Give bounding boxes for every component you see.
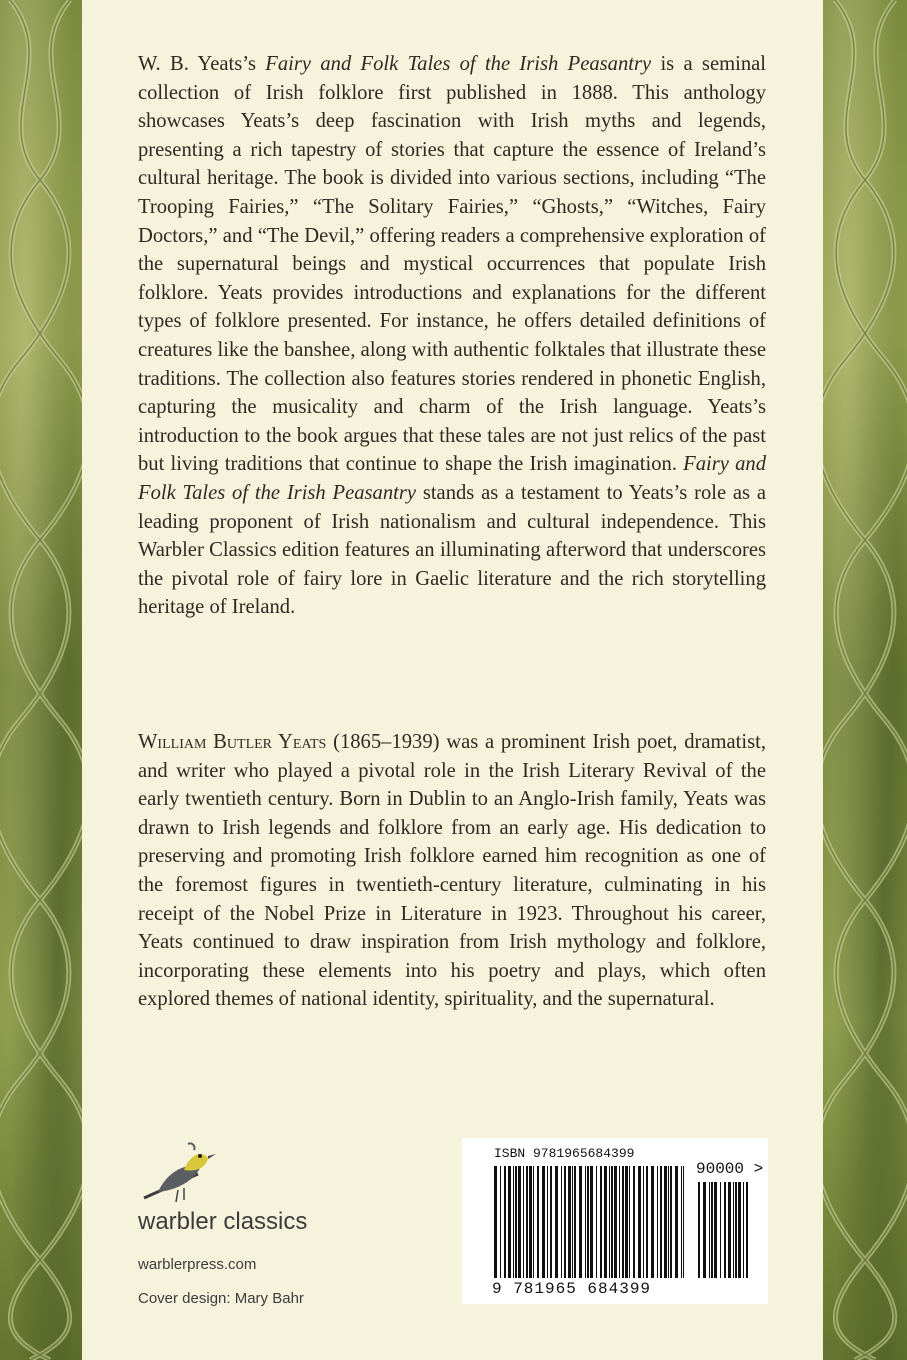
barcode-bar [526, 1166, 528, 1278]
barcode-bar [542, 1166, 545, 1278]
book-title-repeat: Fairy and Folk Tales of the Irish Peasantry [138, 453, 767, 504]
cover-design-credit: Cover design: Mary Bahr [138, 1290, 304, 1307]
barcode-bar [703, 1182, 706, 1278]
barcode-bar [646, 1166, 648, 1278]
barcode-bar [660, 1166, 662, 1278]
barcode-bar [529, 1166, 532, 1278]
left-celtic-border [0, 0, 82, 1360]
barcode-bar [668, 1166, 669, 1278]
barcode-bar [698, 1182, 700, 1278]
barcode-bar [547, 1166, 548, 1278]
price-barcode-bars [698, 1182, 748, 1278]
barcode-bar [664, 1166, 667, 1278]
barcode-bar [568, 1166, 571, 1278]
barcode-bar [724, 1182, 726, 1278]
barcode-bar [537, 1166, 539, 1278]
barcode-bar [515, 1166, 517, 1278]
isbn-label: ISBN 9781965684399 [494, 1146, 635, 1161]
right-celtic-border [823, 0, 907, 1360]
warbler-bird-icon [138, 1140, 228, 1210]
barcode-bar [564, 1166, 566, 1278]
barcode-bar [746, 1182, 748, 1278]
barcode-bar [709, 1182, 710, 1278]
publisher-url[interactable]: warblerpress.com [138, 1256, 257, 1273]
book-description [138, 50, 766, 622]
barcode-bar [600, 1166, 602, 1278]
barcode-bar [596, 1166, 597, 1278]
barcode-bar [728, 1182, 731, 1278]
barcode-bar [720, 1182, 721, 1278]
barcode-bar [533, 1166, 534, 1278]
barcode-bar [585, 1166, 586, 1278]
barcode-bar [513, 1166, 514, 1278]
barcode-bar [683, 1166, 684, 1278]
barcode-bar [733, 1182, 734, 1278]
barcode-bar [572, 1166, 573, 1278]
barcode-bar [619, 1166, 620, 1278]
barcode-bar [579, 1166, 582, 1278]
description-body-a: is a seminal collection of Irish folklore first published in 1888. This anthology showcases Yeats’s deep fascination with Irish myths and legends, presenting a rich tapestry of stories that capture the essence of Ireland’s cultural heritage. The book is divided into various sections, including “The Trooping Fairies,” “The Solitary Fairies,” “Ghosts,” “Witches, Fairy Doctors,” and “The Devil,” offering readers a comprehensive exploration of the supernatural beings and mystical occurrences that populate Irish folklore. Yeats provides introductions and explanations for the different types of folklore presented. For instance, he offers detailed definitions of creatures like the banshee, along with authentic folktales that illustrate these traditions. The collection also features stories rendered in phonetic English, capturing the musicality and charm of the Irish language. Yeats’s introduction to the book argues that these tales are not just relics of the past but living traditions that continue to shape the Irish imagination. [138, 53, 766, 476]
barcode-bar [555, 1166, 558, 1278]
price-code: 90000 > [696, 1160, 764, 1178]
barcode-bar [500, 1166, 501, 1278]
barcode-bar [611, 1166, 613, 1278]
celtic-knot-pattern-left [0, 0, 82, 1360]
barcode-bar [561, 1166, 562, 1278]
barcode-bar [633, 1166, 635, 1278]
barcode-bar [494, 1166, 497, 1278]
barcode-bar [711, 1182, 713, 1278]
celtic-knot-pattern-right [823, 0, 907, 1360]
description-lead: W. B. Yeats’s [138, 53, 266, 75]
author-name: William Butler Yeats [138, 731, 327, 753]
barcode-bar [614, 1166, 617, 1278]
barcode-bar [604, 1166, 607, 1278]
barcode-bar [670, 1166, 672, 1278]
barcode-bar [735, 1182, 737, 1278]
barcode-bar [629, 1166, 630, 1278]
barcode-bar [743, 1182, 744, 1278]
barcode-bar [657, 1166, 658, 1278]
barcode-bar [550, 1166, 552, 1278]
author-bio [138, 728, 766, 1014]
author-bio-body: (1865–1939) was a prominent Irish poet, dramatist, and writer who played a pivotal role in the Irish Literary Revival of the early twentieth century. Born in Dublin to an Anglo-Irish family, Yeats was drawn to Irish legends and folklore from an early age. His dedication to preserving and promoting Irish folklore earned him recognition as one of the foremost figures in twentieth-century literature, culminating in his receipt of the Nobel Prize in Literature in 1923. Throughout his career, Yeats continued to draw inspiration from Irish mythology and folklore, incorporating these elements into his poetry and plays, which often explored themes of national identity, spirituality, and the supernatural. [138, 731, 766, 1011]
barcode-bar [523, 1166, 524, 1278]
barcode-bar [574, 1166, 576, 1278]
barcode-bar [638, 1166, 641, 1278]
barcode-bar [651, 1166, 654, 1278]
barcode-bar [622, 1166, 624, 1278]
barcode-bar [714, 1182, 717, 1278]
barcode-bar [625, 1166, 628, 1278]
barcode-bar [590, 1166, 593, 1278]
book-title: Fairy and Folk Tales of the Irish Peasantry [265, 53, 652, 75]
isbn-barcode [462, 1138, 768, 1304]
barcode-bar [609, 1166, 610, 1278]
barcode-bar [518, 1166, 521, 1278]
barcode-bars [494, 1166, 684, 1278]
isbn-digits: 9 781965 684399 [492, 1280, 652, 1298]
barcode-bar [504, 1166, 506, 1278]
barcode-bar [587, 1166, 589, 1278]
barcode-bar [643, 1166, 644, 1278]
barcode-bar [675, 1166, 678, 1278]
description-body-b: stands as a testament to Yeats’s role as a leading proponent of Irish nationalism and cultural independence. This Warbler Classics edition features an illuminating afterword that underscores the pivotal role of fairy lore in Gaelic literature and the rich storytelling heritage of Ireland. [138, 481, 766, 619]
barcode-bar [738, 1182, 741, 1278]
barcode-bar [508, 1166, 511, 1278]
barcode-bar [681, 1166, 682, 1278]
publisher-name: warbler classics [138, 1208, 308, 1235]
